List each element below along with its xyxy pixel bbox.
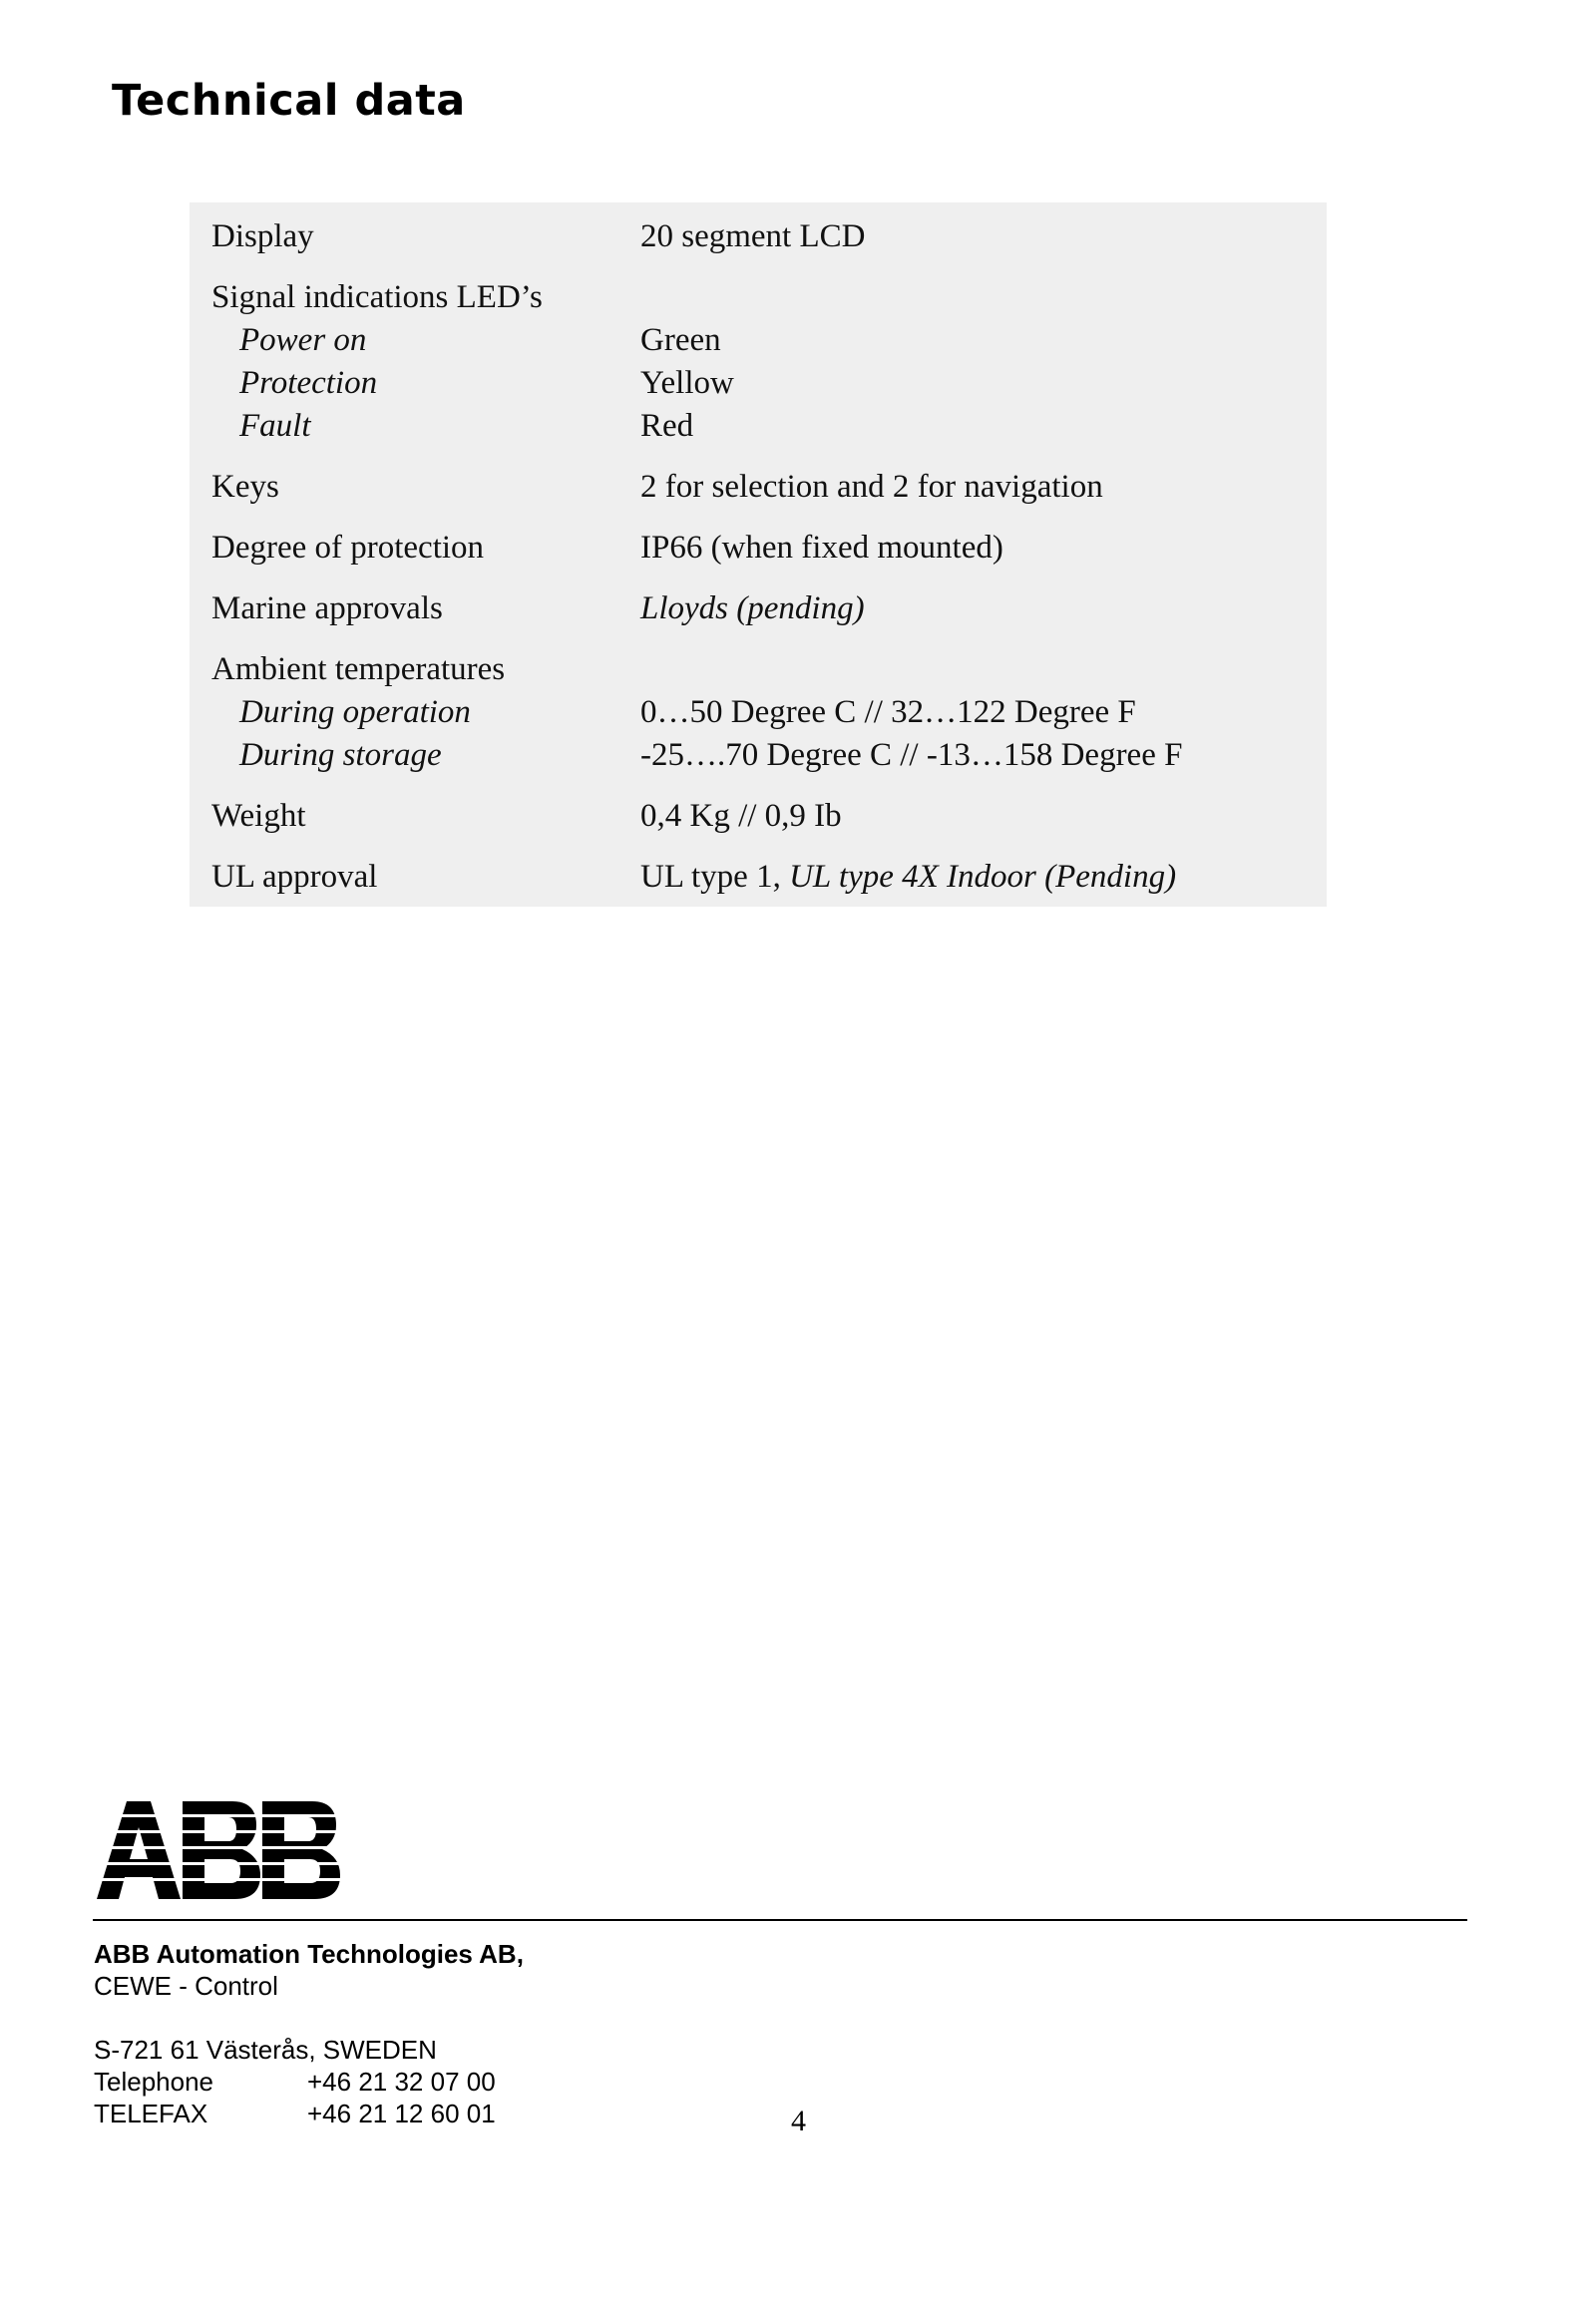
spec-value: Red [640, 408, 694, 444]
spec-row-keys [211, 469, 1327, 513]
spec-label: Display [211, 218, 314, 254]
spec-value [640, 859, 1176, 896]
spec-label: Degree of protection [211, 530, 485, 566]
footer-division: CEWE - Control [94, 1971, 278, 2001]
spec-label: Weight [211, 798, 306, 834]
footer-divider [93, 1919, 1467, 1921]
spec-sublabel: Fault [239, 408, 311, 444]
spec-value: 2 for selection and 2 for navigation [640, 469, 1103, 505]
footer-telefax-label: TELEFAX [94, 2099, 208, 2128]
spec-value: -25….70 Degree C // -13…158 Degree F [640, 737, 1183, 773]
ul-value-plain: UL type 1, [640, 859, 781, 895]
spec-value: Yellow [640, 365, 734, 401]
footer-telefax-value: +46 21 12 60 01 [307, 2099, 496, 2128]
spec-row-weight [211, 798, 1327, 842]
spec-row-fault [211, 408, 1327, 452]
footer-company: ABB Automation Technologies AB, [94, 1939, 524, 1969]
spec-row-marine-approvals [211, 590, 1327, 634]
page-number: 4 [791, 2105, 806, 2137]
spec-table [190, 202, 1327, 907]
spec-value: 20 segment LCD [640, 218, 866, 254]
spec-row-display [211, 218, 1327, 262]
spec-value: IP66 (when fixed mounted) [640, 530, 1003, 566]
spec-label: Signal indications LED’s [211, 279, 543, 315]
footer-address: S-721 61 Västerås, SWEDEN [94, 2035, 437, 2065]
spec-row-ul-approval [211, 859, 1327, 903]
spec-sublabel: Power on [239, 322, 367, 358]
abb-logo [97, 1801, 340, 1899]
spec-row-during-storage [211, 737, 1327, 781]
spec-sublabel: During storage [239, 737, 442, 773]
footer-telephone-value: +46 21 32 07 00 [307, 2067, 496, 2097]
spec-value: Lloyds (pending) [640, 590, 865, 626]
spec-label: UL approval [211, 859, 378, 895]
spec-sublabel: Protection [239, 365, 378, 401]
spec-value: 0,4 Kg // 0,9 Ib [640, 798, 842, 834]
spec-row-protection [211, 365, 1327, 409]
spec-label: Ambient temperatures [211, 651, 506, 687]
spec-sublabel: During operation [239, 694, 471, 730]
spec-value: Green [640, 322, 721, 358]
spec-label: Keys [211, 469, 279, 505]
spec-row-signal [211, 279, 1327, 323]
spec-row-power-on [211, 322, 1327, 366]
spec-row-degree-of-protection [211, 530, 1327, 574]
spec-value: 0…50 Degree C // 32…122 Degree F [640, 694, 1136, 730]
spec-row-during-operation [211, 694, 1327, 738]
footer-telephone-label: Telephone [94, 2067, 213, 2097]
spec-row-ambient [211, 651, 1327, 695]
spec-label: Marine approvals [211, 590, 443, 626]
ul-value-italic: UL type 4X Indoor (Pending) [789, 859, 1177, 895]
page-title: Technical data [112, 76, 466, 126]
